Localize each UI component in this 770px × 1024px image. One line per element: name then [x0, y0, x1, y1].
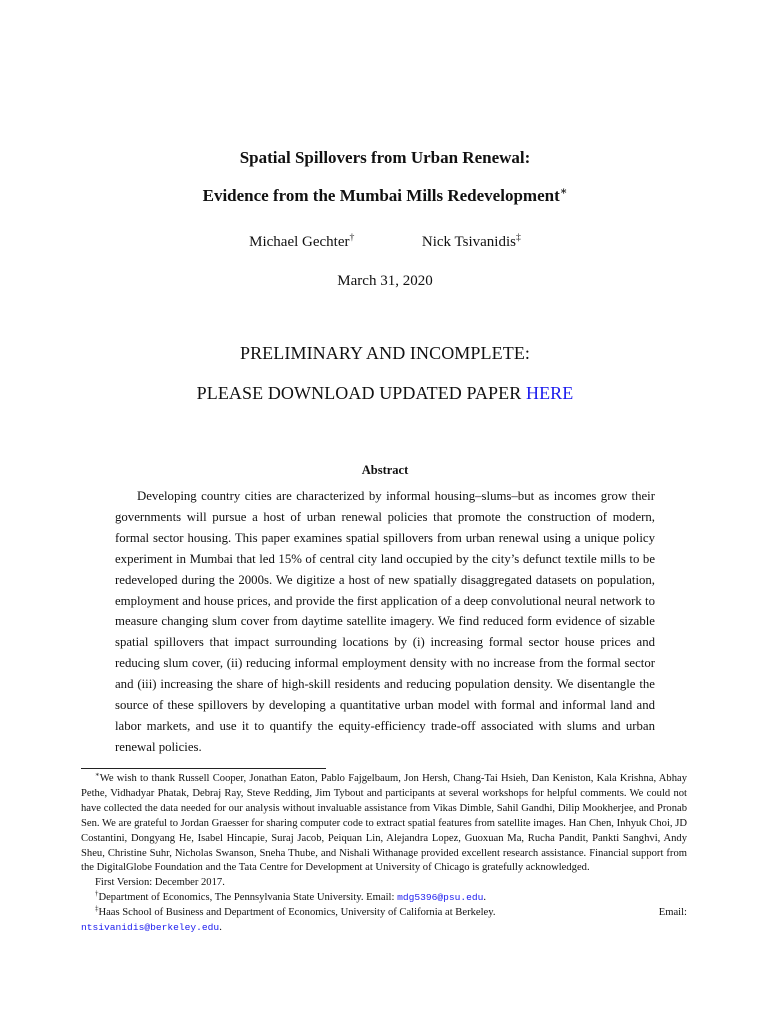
footnotes [81, 772, 687, 936]
abstract-text: Developing country cities are characterized by informal housing–slums–but as incomes grow their governments will pursue a host of urban renewal policies that promote the construction of modern, formal sector housing. This paper examines spatial spillovers from urban renewal using a unique policy experiment in Mumbai that led 15% of central city land occupied by the city’s defunct textile mills to be redeveloped during the 2000s. We digitize a host of new spatially disaggregated datasets on population, employment and house prices, and provide the first application of a deep convolutional neural network to measure changing slum cover from daytime satellite imagery. We find reduced form evidence of sizable spatial spillovers that impact surrounding locations by (i) increasing formal sector house prices and reducing slum cover, (ii) reducing informal employment density with no increase from the formal sector and (iii) increasing the share of high-skill residents and reducing population density. We disentangle the source of these spillovers by developing a quantitative urban model with formal and informal land and labor markets, and use it to quantify the equity-efficiency trade-off associated with slums and urban renewal policies. [115, 489, 655, 754]
footnote-author-2-email: ntsivanidis@berkeley.edu. [81, 922, 222, 934]
footnote-author-1: †Department of Economics, The Pennsylvania State University. Email: mdg5396@psu.edu. [95, 890, 487, 904]
author-1-email-link[interactable]: mdg5396@psu.edu [397, 892, 484, 904]
authors [0, 234, 770, 251]
author-1: Michael Gechter† [249, 232, 355, 250]
author-2: Nick Tsivanidis‡ [421, 232, 521, 250]
paper-title-line-2: Evidence from the Mumbai Mills Redevelopment∗ [202, 185, 568, 205]
abstract-heading: Abstract [361, 463, 409, 477]
download-notice: PLEASE DOWNLOAD UPDATED PAPER HERE [196, 383, 574, 403]
download-here-link[interactable]: HERE [525, 383, 574, 403]
preliminary-notice: PRELIMINARY AND INCOMPLETE: [239, 343, 531, 363]
paper-title-line-1: Spatial Spillovers from Urban Renewal: [239, 148, 531, 167]
title-footnote-mark: ∗ [559, 185, 568, 198]
footnote-first-version: First Version: December 2017. [95, 877, 225, 889]
footnote-divider [81, 768, 326, 769]
footnote-acknowledgements: ∗We wish to thank Russell Cooper, Jonathan Eaton, Pablo Fajgelbaum, Jon Hersh, Chang-Tai Hsieh, Dan Keniston, Kala Krishna, Abhay Pethe, Vidhadyar Phatak, Debraj Ray, Steve Redding, Jim Tybout and participants at several workshops for helpful comments. We could not have collected the data needed for our analysis without invaluable assistance from Vikas Dimble, Sahil Gandhi, Dilip Mookherjee, and Pronab Sen. We are grateful to Jordan Graesser for sharing computer code to extract spatial features from satellite images. Han Chen, Inhyuk Choi, JD Costantini, Dongyang He, Isabel Hincapie, Suraj Jacob, Peiquan Lin, Alejandra Lopez, Guoxuan Ma, Rucha Pandit, Pankti Sanghvi, Andy Sheu, Christine Suhr, Nicholas Swanson, Sneha Thube, and Nishali Withanage provided excellent research assistance. Financial support from the DigitalGlobe Foundation and the Tata Centre for Development at University of Chicago is gratefully acknowledged. [81, 771, 687, 874]
footnote-author-2: ‡Haas School of Business and Department of Economics, University of California at Berkeley. Email: [95, 905, 687, 919]
author-2-email-link[interactable]: ntsivanidis@berkeley.edu [81, 922, 220, 934]
paper-date: March 31, 2020 [337, 273, 433, 289]
